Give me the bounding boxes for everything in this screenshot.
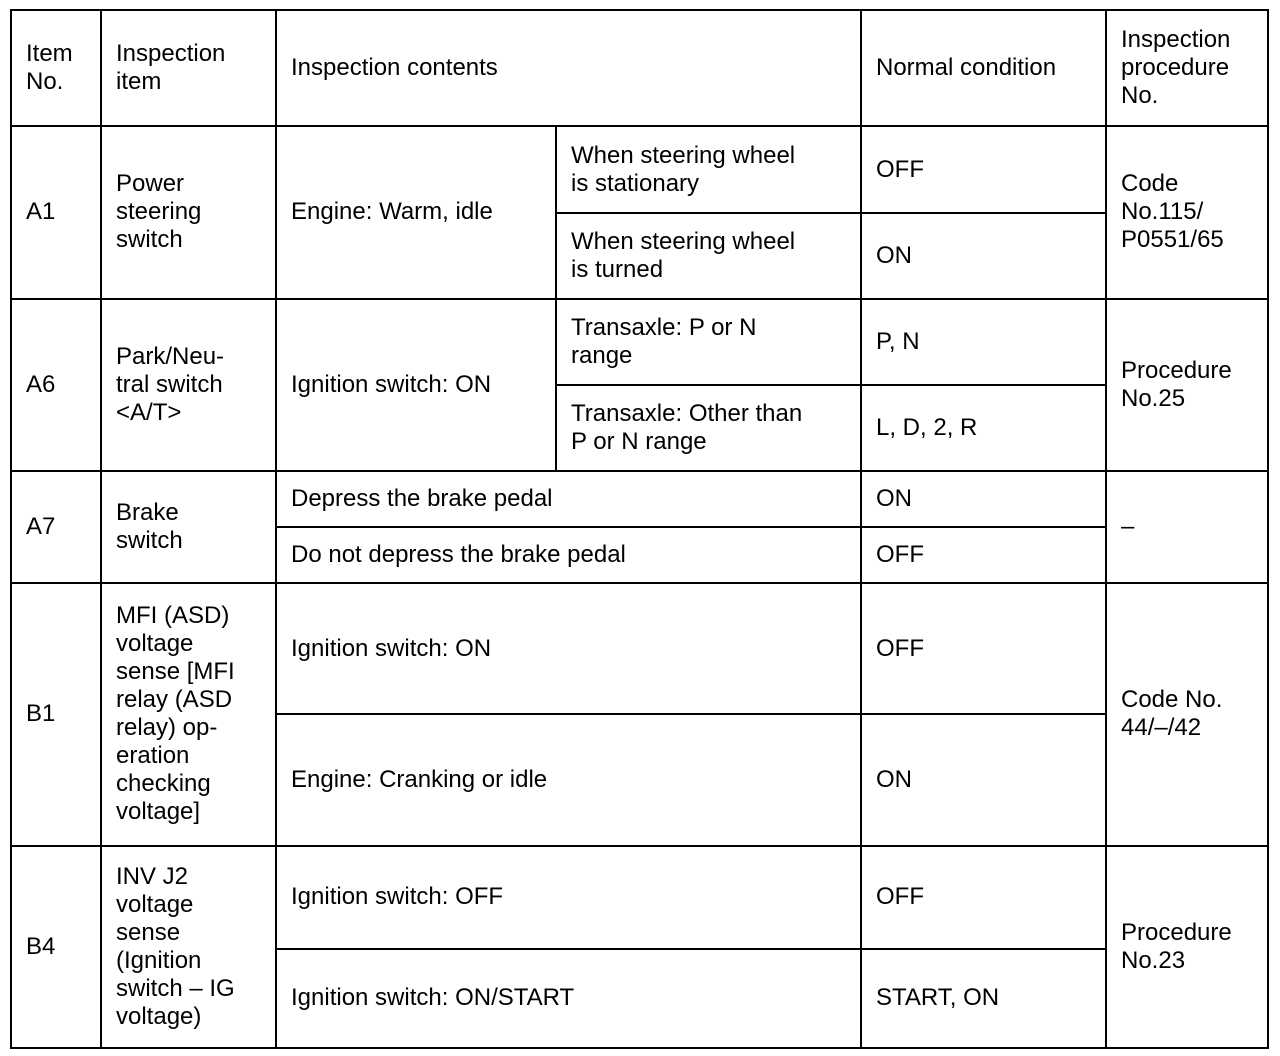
procedure-cell: Code No.115/ P0551/65 [1106,126,1268,298]
header-normal-condition: Normal condition [861,10,1106,126]
inspection-item-cell: INV J2 voltage sense (Ignition switch – IG voltage) [101,846,276,1048]
inspection-contents-cell: Ignition switch: ON [276,583,861,714]
inspection-contents-cell: Ignition switch: OFF [276,846,861,949]
procedure-cell: Code No. 44/–/42 [1106,583,1268,846]
table-row [11,471,1268,527]
sub-condition-cell: When steering wheel is stationary [556,126,861,213]
table-row [11,846,1268,949]
normal-condition-cell: START, ON [861,949,1106,1048]
normal-condition-cell: OFF [861,126,1106,213]
sub-condition-cell: When steering wheel is turned [556,213,861,298]
inspection-contents-cell: Engine: Cranking or idle [276,714,861,845]
item-no-cell: A1 [11,126,101,298]
header-inspection-item: Inspection item [101,10,276,126]
inspection-contents-cell: Do not depress the brake pedal [276,527,861,583]
normal-condition-cell: ON [861,213,1106,298]
inspection-contents-cell: Ignition switch: ON/START [276,949,861,1048]
normal-condition-cell: OFF [861,527,1106,583]
inspection-contents-cell: Engine: Warm, idle [276,126,556,298]
inspection-item-cell: MFI (ASD) voltage sense [MFI relay (ASD relay) op- eration checking voltage] [101,583,276,846]
table-row [11,126,1268,213]
normal-condition-cell: L, D, 2, R [861,385,1106,471]
table-row [11,583,1268,714]
table-row [11,299,1268,385]
procedure-cell: Procedure No.25 [1106,299,1268,471]
inspection-item-cell: Brake switch [101,471,276,583]
item-no-cell: B4 [11,846,101,1048]
inspection-item-cell: Power steering switch [101,126,276,298]
normal-condition-cell: P, N [861,299,1106,385]
sub-condition-cell: Transaxle: P or N range [556,299,861,385]
normal-condition-cell: OFF [861,583,1106,714]
item-no-cell: A6 [11,299,101,471]
header-row [11,10,1268,126]
header-procedure-no: Inspection procedure No. [1106,10,1268,126]
item-no-cell: A7 [11,471,101,583]
normal-condition-cell: ON [861,471,1106,527]
item-no-cell: B1 [11,583,101,846]
procedure-cell: – [1106,471,1268,583]
header-inspection-contents: Inspection contents [276,10,861,126]
inspection-contents-cell: Depress the brake pedal [276,471,861,527]
procedure-cell: Procedure No.23 [1106,846,1268,1048]
inspection-item-cell: Park/Neu- tral switch <A/T> [101,299,276,471]
sub-condition-cell: Transaxle: Other than P or N range [556,385,861,471]
header-item-no: Item No. [11,10,101,126]
normal-condition-cell: ON [861,714,1106,845]
inspection-contents-cell: Ignition switch: ON [276,299,556,471]
normal-condition-cell: OFF [861,846,1106,949]
inspection-table [10,9,1269,1049]
